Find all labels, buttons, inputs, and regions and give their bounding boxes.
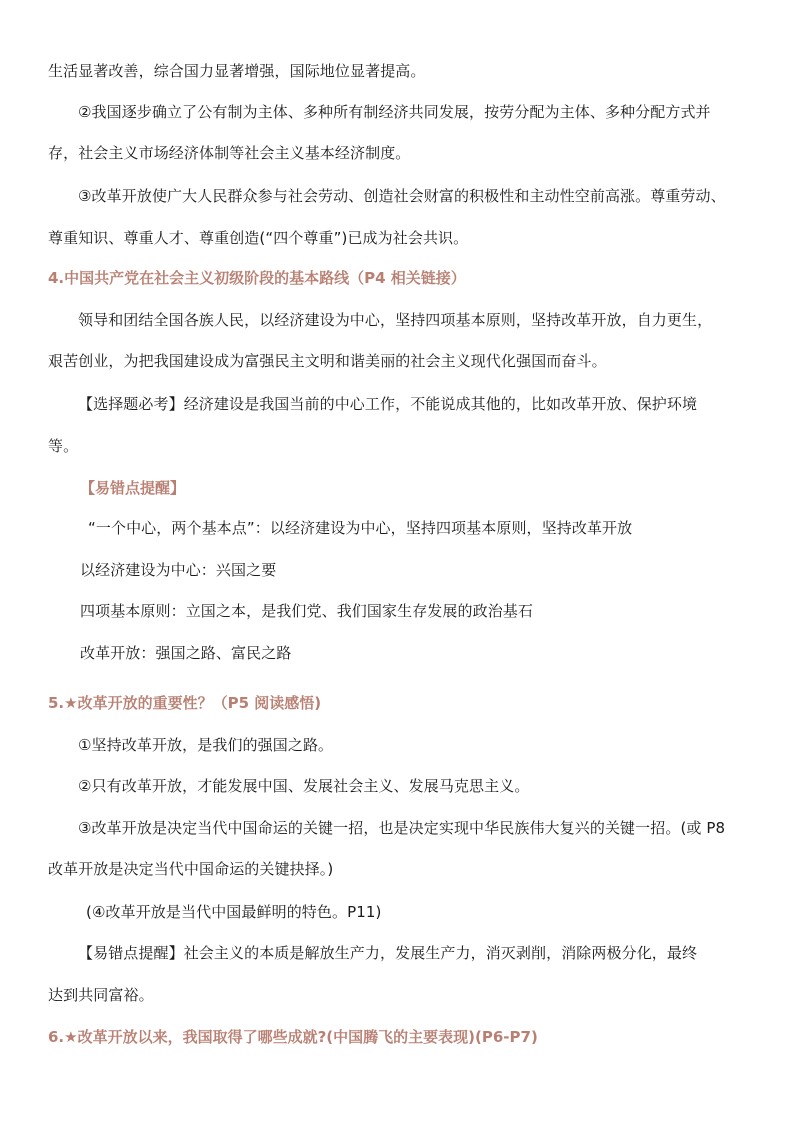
text-line: 四项基本原则：立国之本，是我们党、我们国家生存发展的政治基石 — [80, 602, 534, 620]
text-line: 改革开放：强国之路、富民之路 — [80, 644, 292, 662]
tip-line: 达到共同富裕。 — [48, 986, 154, 1004]
paragraph-line: (④改革开放是当代中国最鲜明的特色。P11) — [86, 903, 382, 921]
paragraph-line: ③改革开放是决定当代中国命运的关键一招，也是决定实现中华民族伟大复兴的关键一招。(或 P8 — [78, 819, 726, 837]
paragraph-line: ②我国逐步确立了公有制为主体、多种所有制经济共同发展，按劳分配为主体、多种分配方式并 — [78, 103, 711, 121]
paragraph-line: 存，社会主义市场经济体制等社会主义基本经济制度。 — [48, 144, 411, 162]
text-line: “一个中心，两个基本点”：以经济建设为中心，坚持四项基本原则，坚持改革开放 — [88, 519, 633, 537]
error-reminder-label: 【易错点提醒】 — [80, 479, 186, 497]
text-line: 生活显著改善，综合国力显著增强，国际地位显著提高。 — [48, 62, 426, 80]
tip-line: 【易错点提醒】社会主义的本质是解放生产力，发展生产力，消灭剥削，消除两极分化，最终 — [78, 944, 698, 962]
section-heading: 5.★改革开放的重要性？（P5 阅读感悟) — [48, 694, 322, 712]
section-heading: 4.中国共产党在社会主义初级阶段的基本路线（P4 相关链接） — [48, 269, 466, 287]
paragraph-line: ③改革开放使广大人民群众参与社会劳动、创造社会财富的积极性和主动性空前高涨。尊重劳动、 — [78, 187, 726, 205]
paragraph-line: 领导和团结全国各族人民，以经济建设为中心，坚持四项基本原则，坚持改革开放，自力更生， — [78, 311, 713, 329]
section-heading: 6.★改革开放以来，我国取得了哪些成就?(中国腾飞的主要表现)(P6-P7) — [48, 1028, 538, 1046]
paragraph-line: 尊重知识、尊重人才、尊重创造(“四个尊重”)已成为社会共识。 — [48, 229, 469, 247]
tip-line: 等。 — [48, 437, 79, 455]
paragraph-line: 艰苦创业，为把我国建设成为富强民主文明和谐美丽的社会主义现代化强国而奋斗。 — [48, 352, 607, 370]
paragraph-line: ②只有改革开放，才能发展中国、发展社会主义、发展马克思主义。 — [78, 777, 530, 795]
tip-line: 【选择题必考】经济建设是我国当前的中心工作，不能说成其他的，比如改革开放、保护环境 — [78, 395, 698, 413]
text-line: 以经济建设为中心：兴国之要 — [80, 561, 277, 579]
paragraph-line: ①坚持改革开放，是我们的强国之路。 — [78, 736, 334, 754]
paragraph-line: 改革开放是决定当代中国命运的关键抉择。) — [48, 860, 334, 878]
